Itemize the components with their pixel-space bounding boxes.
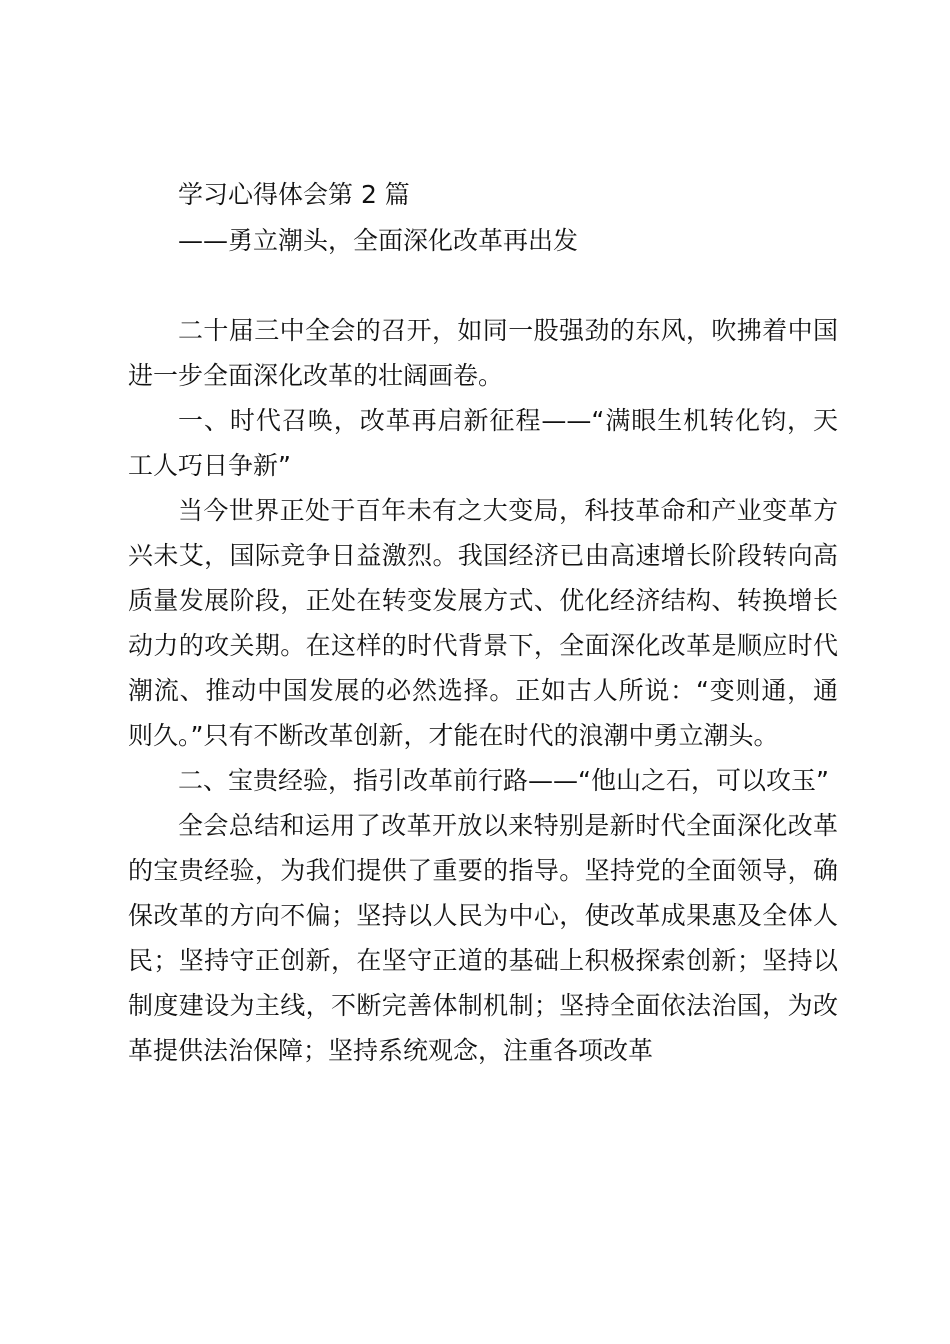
paragraph-section-2: 全会总结和运用了改革开放以来特别是新时代全面深化改革的宝贵经验，为我们提供了重要的指导。坚持党的全面领导，确保改革的方向不偏；坚持以人民为中心，使改革成果惠及全体人民；坚持守正创新，在坚守正道的基础上积极探索创新；坚持以制度建设为主线，不断完善体制机制；坚持全面依法治国，为改革提供法治保障；坚持系统观念，注重各项改革 — [128, 811, 838, 1065]
title-block — [178, 172, 858, 264]
section-heading-2: 二、宝贵经验，指引改革前行路——“他山之石，可以攻玉” — [178, 766, 829, 795]
section-heading-1: 一、时代召唤，改革再启新征程——“满眼生机转化钧，天工人巧日争新” — [128, 406, 838, 480]
document-body — [128, 308, 838, 1073]
paragraph-section-1: 当今世界正处于百年未有之大变局，科技革命和产业变革方兴未艾，国际竞争日益激烈。我国经济已由高速增长阶段转向高质量发展阶段，正处在转变发展方式、优化经济结构、转换增长动力的攻关期。在这样的时代背景下，全面深化改革是顺应时代潮流、推动中国发展的必然选择。正如古人所说：“变则通，通则久。”只有不断改革创新，才能在时代的浪潮中勇立潮头。 — [128, 496, 838, 750]
paragraph-intro: 二十届三中全会的召开，如同一股强劲的东风，吹拂着中国进一步全面深化改革的壮阔画卷。 — [128, 316, 838, 390]
document-title: 学习心得体会第 2 篇 — [178, 180, 410, 209]
document-subtitle: ——勇立潮头，全面深化改革再出发 — [178, 226, 579, 255]
